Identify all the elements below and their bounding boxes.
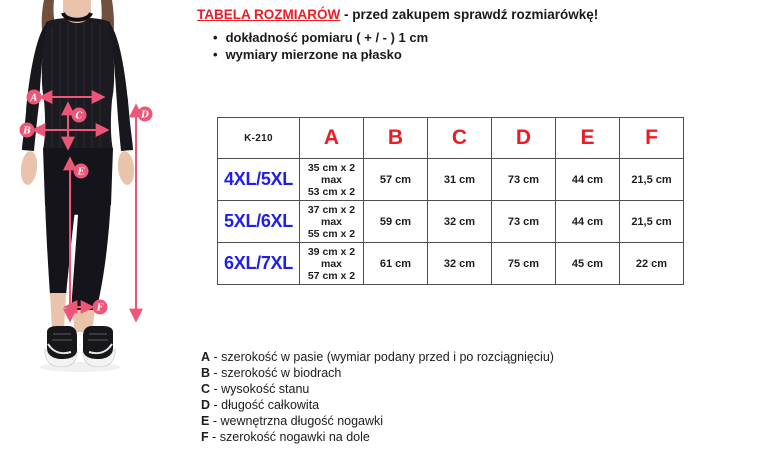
measurement-legend	[201, 349, 554, 445]
model-photo	[0, 0, 160, 375]
table-header-row	[218, 118, 684, 159]
measurement-badge-a: A	[30, 93, 38, 104]
legend-line-e: E - wewnętrzna długość nogawki	[201, 414, 384, 428]
inseam-cell: 44 cm	[556, 159, 620, 201]
column-header-d: D	[492, 118, 556, 159]
column-header-a: A	[300, 118, 364, 159]
hip-cell: 59 cm	[364, 201, 428, 243]
column-header-e: E	[556, 118, 620, 159]
waist-cell: 35 cm x 2 max 53 cm x 2	[300, 159, 364, 201]
header-bullets	[197, 29, 757, 63]
rise-cell: 32 cm	[428, 243, 492, 285]
column-header-f: F	[620, 118, 684, 159]
legend-line-b: B - szerokość w biodrach	[201, 366, 342, 380]
waist-cell: 37 cm x 2 max 55 cm x 2	[300, 201, 364, 243]
bullet-dot-icon: •	[213, 30, 218, 45]
header	[197, 6, 757, 63]
leg-opening-cell: 22 cm	[620, 243, 684, 285]
leg-opening-cell: 21,5 cm	[620, 159, 684, 201]
measurement-badge-d: D	[141, 110, 149, 121]
inseam-cell: 45 cm	[556, 243, 620, 285]
length-cell: 75 cm	[492, 243, 556, 285]
table-row	[218, 201, 684, 243]
page-title-highlight: TABELA ROZMIARÓW	[197, 7, 341, 22]
model-sneakers	[40, 326, 120, 372]
legend-line-d: D - długość całkowita	[201, 398, 320, 412]
bullet-accuracy	[213, 29, 757, 46]
legend-line-a: A - szerokość w pasie (wymiar podany przed i po rozciągnięciu)	[201, 350, 554, 364]
size-table	[217, 117, 684, 285]
length-cell: 73 cm	[492, 201, 556, 243]
size-label: 5XL/6XL	[218, 201, 300, 243]
bullet-dot-icon: •	[213, 47, 218, 62]
bullet-flat-measure	[213, 46, 757, 63]
bullet-accuracy-text: dokładność pomiaru ( + / - ) 1 cm	[225, 30, 429, 45]
column-header-c: C	[428, 118, 492, 159]
measurement-badge-b: B	[23, 126, 31, 137]
rise-cell: 31 cm	[428, 159, 492, 201]
inseam-cell: 44 cm	[556, 201, 620, 243]
rise-cell: 32 cm	[428, 201, 492, 243]
legend-line-f: F - szerokość nogawki na dole	[201, 430, 370, 444]
column-header-b: B	[364, 118, 428, 159]
size-label: 4XL/5XL	[218, 159, 300, 201]
measurement-badge-e: E	[77, 167, 85, 178]
length-cell: 73 cm	[492, 159, 556, 201]
measurement-badge-f: F	[96, 303, 104, 314]
measurement-badge-c: C	[75, 111, 83, 122]
page-title	[197, 6, 757, 24]
table-row	[218, 243, 684, 285]
leg-opening-cell: 21,5 cm	[620, 201, 684, 243]
bullet-flat-measure-text: wymiary mierzone na płasko	[225, 47, 402, 62]
model-code-cell: K-210	[218, 118, 300, 159]
legend-line-c: C - wysokość stanu	[201, 382, 310, 396]
page-title-suffix: - przed zakupem sprawdź rozmiarówkę!	[340, 7, 599, 22]
size-table-container	[217, 117, 684, 285]
hip-cell: 61 cm	[364, 243, 428, 285]
size-label: 6XL/7XL	[218, 243, 300, 285]
table-row	[218, 159, 684, 201]
hip-cell: 57 cm	[364, 159, 428, 201]
waist-cell: 39 cm x 2 max 57 cm x 2	[300, 243, 364, 285]
